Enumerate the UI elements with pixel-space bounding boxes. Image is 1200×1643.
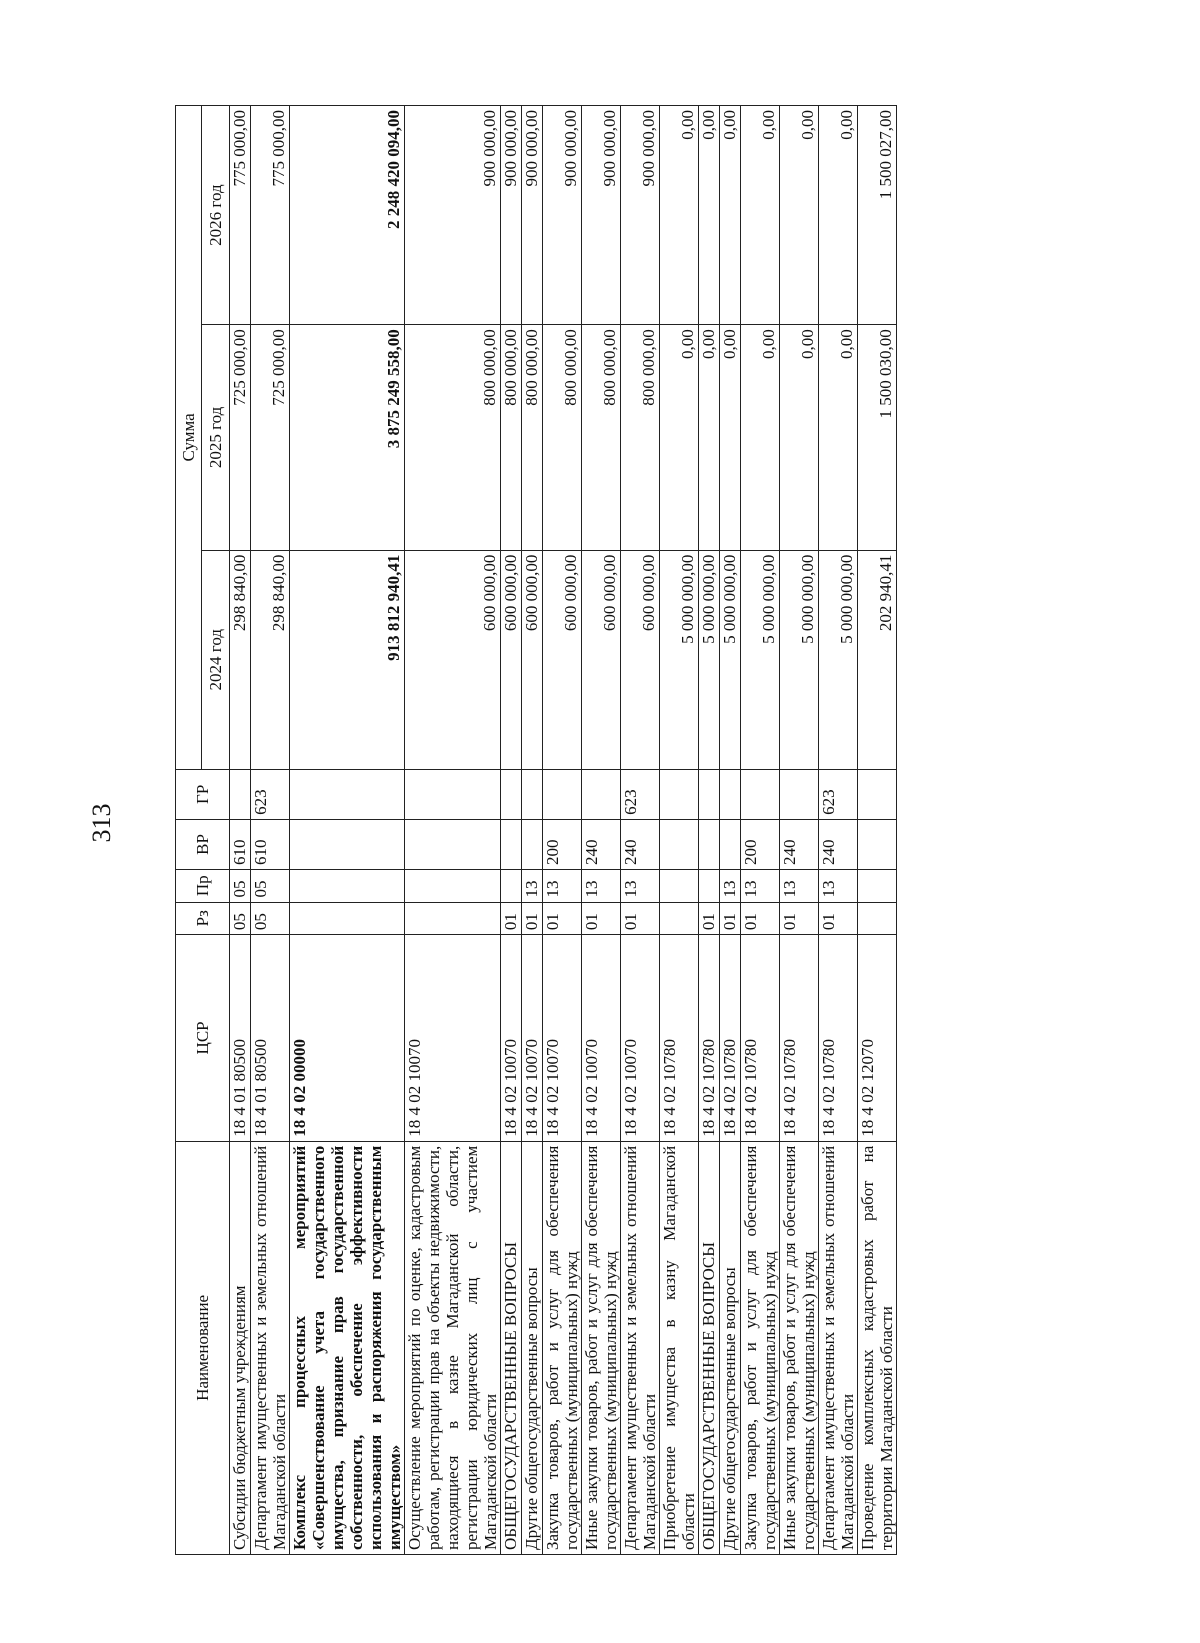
page-number: 313 <box>87 803 116 843</box>
cell-name: Другие общегосударственные вопросы <box>720 1141 741 1554</box>
cell-2024: 5 000 000,00 <box>699 550 720 769</box>
table-row <box>858 106 897 1555</box>
cell-2025: 800 000,00 <box>405 325 501 550</box>
cell-rz: 05 <box>230 902 251 935</box>
table-row <box>582 106 621 1555</box>
cell-2024: 600 000,00 <box>522 550 543 769</box>
cell-csr: 18 4 02 10070 <box>405 935 501 1142</box>
cell-vr <box>720 819 741 869</box>
cell-gr <box>522 769 543 819</box>
cell-gr <box>741 769 780 819</box>
header-pr: Пр <box>176 869 230 902</box>
cell-csr: 18 4 02 10070 <box>501 935 522 1142</box>
cell-pr: 13 <box>819 869 858 902</box>
cell-pr <box>290 869 405 902</box>
header-2024: 2024 год <box>202 550 230 769</box>
header-2025: 2025 год <box>202 325 230 550</box>
cell-vr <box>858 819 897 869</box>
cell-rz <box>858 902 897 935</box>
cell-gr <box>543 769 582 819</box>
table-row <box>819 106 858 1555</box>
cell-gr: 623 <box>251 769 290 819</box>
cell-gr <box>660 769 699 819</box>
cell-gr <box>405 769 501 819</box>
cell-2024: 600 000,00 <box>543 550 582 769</box>
cell-csr: 18 4 02 10780 <box>780 935 819 1142</box>
cell-2024: 298 840,00 <box>230 550 251 769</box>
cell-2025: 800 000,00 <box>543 325 582 550</box>
cell-2026: 775 000,00 <box>251 106 290 325</box>
cell-name: ОБЩЕГОСУДАРСТВЕННЫЕ ВОПРОСЫ <box>699 1141 720 1554</box>
cell-csr: 18 4 02 10780 <box>741 935 780 1142</box>
header-2026: 2026 год <box>202 106 230 325</box>
cell-gr <box>699 769 720 819</box>
cell-vr: 200 <box>543 819 582 869</box>
cell-gr <box>720 769 741 819</box>
cell-2025: 0,00 <box>720 325 741 550</box>
table-row <box>230 106 251 1555</box>
cell-rz: 01 <box>621 902 660 935</box>
cell-vr: 240 <box>819 819 858 869</box>
cell-name: Закупка товаров, работ и услуг для обеспечения государственных (муниципальных) нужд <box>543 1141 582 1554</box>
cell-2026: 900 000,00 <box>501 106 522 325</box>
rotated-page-content <box>175 105 1087 1555</box>
cell-csr: 18 4 01 80500 <box>251 935 290 1142</box>
cell-vr: 240 <box>621 819 660 869</box>
cell-rz: 01 <box>582 902 621 935</box>
cell-2025: 800 000,00 <box>582 325 621 550</box>
cell-2024: 913 812 940,41 <box>290 550 405 769</box>
cell-name: Другие общегосударственные вопросы <box>522 1141 543 1554</box>
cell-2026: 0,00 <box>780 106 819 325</box>
cell-2026: 900 000,00 <box>405 106 501 325</box>
cell-vr: 610 <box>230 819 251 869</box>
table-row <box>290 106 405 1555</box>
cell-2024: 600 000,00 <box>405 550 501 769</box>
cell-2026: 0,00 <box>699 106 720 325</box>
table-row <box>522 106 543 1555</box>
cell-csr: 18 4 02 10070 <box>582 935 621 1142</box>
cell-rz: 01 <box>819 902 858 935</box>
cell-vr <box>290 819 405 869</box>
cell-2026: 900 000,00 <box>522 106 543 325</box>
header-csr: ЦСР <box>176 935 230 1142</box>
cell-vr <box>660 819 699 869</box>
cell-rz: 01 <box>741 902 780 935</box>
table-row <box>780 106 819 1555</box>
cell-pr: 13 <box>720 869 741 902</box>
cell-2025: 0,00 <box>660 325 699 550</box>
cell-2025: 800 000,00 <box>621 325 660 550</box>
header-sum: Сумма <box>176 106 202 770</box>
cell-rz <box>660 902 699 935</box>
cell-rz: 01 <box>699 902 720 935</box>
cell-2025: 0,00 <box>819 325 858 550</box>
cell-vr <box>405 819 501 869</box>
cell-rz: 01 <box>720 902 741 935</box>
cell-pr <box>501 869 522 902</box>
cell-2025: 800 000,00 <box>501 325 522 550</box>
cell-name: Приобретение имущества в казну Магаданской области <box>660 1141 699 1554</box>
header-name: Наименование <box>176 1141 230 1554</box>
cell-rz: 01 <box>780 902 819 935</box>
cell-vr <box>501 819 522 869</box>
cell-rz <box>290 902 405 935</box>
budget-table <box>175 105 897 1555</box>
cell-2025: 725 000,00 <box>251 325 290 550</box>
table-row <box>699 106 720 1555</box>
cell-name: Департамент имущественных и земельных отношений Магаданской области <box>251 1141 290 1554</box>
cell-2026: 900 000,00 <box>621 106 660 325</box>
cell-vr: 610 <box>251 819 290 869</box>
cell-csr: 18 4 02 00000 <box>290 935 405 1142</box>
cell-pr <box>858 869 897 902</box>
cell-2024: 5 000 000,00 <box>819 550 858 769</box>
header-rz: Рз <box>176 902 230 935</box>
cell-rz: 01 <box>501 902 522 935</box>
cell-pr <box>405 869 501 902</box>
cell-pr <box>660 869 699 902</box>
table-row <box>621 106 660 1555</box>
cell-csr: 18 4 02 10780 <box>660 935 699 1142</box>
table-row <box>543 106 582 1555</box>
cell-name: Департамент имущественных и земельных отношений Магаданской области <box>621 1141 660 1554</box>
cell-2025: 1 500 030,00 <box>858 325 897 550</box>
cell-pr: 13 <box>780 869 819 902</box>
cell-rz <box>405 902 501 935</box>
cell-name: Проведение комплексных кадастровых работ на территории Магаданской области <box>858 1141 897 1554</box>
cell-2026: 775 000,00 <box>230 106 251 325</box>
cell-gr: 623 <box>819 769 858 819</box>
cell-name: ОБЩЕГОСУДАРСТВЕННЫЕ ВОПРОСЫ <box>501 1141 522 1554</box>
cell-gr <box>290 769 405 819</box>
cell-gr <box>230 769 251 819</box>
cell-gr <box>858 769 897 819</box>
cell-2026: 900 000,00 <box>582 106 621 325</box>
cell-csr: 18 4 02 10070 <box>621 935 660 1142</box>
cell-2025: 725 000,00 <box>230 325 251 550</box>
header-vr: ВР <box>176 819 230 869</box>
table-row <box>741 106 780 1555</box>
cell-2026: 1 500 027,00 <box>858 106 897 325</box>
cell-2024: 5 000 000,00 <box>741 550 780 769</box>
cell-2025: 0,00 <box>741 325 780 550</box>
cell-pr: 05 <box>230 869 251 902</box>
cell-csr: 18 4 02 10780 <box>699 935 720 1142</box>
cell-rz: 05 <box>251 902 290 935</box>
cell-name: Осуществление мероприятий по оценке, кадастровым работам, регистрации прав на объекты недвижимости, находящиеся в казне Магаданской области, регистрации юридических лиц с участием Магаданской области <box>405 1141 501 1554</box>
header-gr: ГР <box>176 769 230 819</box>
cell-2024: 5 000 000,00 <box>780 550 819 769</box>
cell-gr <box>780 769 819 819</box>
cell-2025: 0,00 <box>699 325 720 550</box>
cell-rz: 01 <box>522 902 543 935</box>
cell-gr: 623 <box>621 769 660 819</box>
cell-rz: 01 <box>543 902 582 935</box>
cell-pr <box>699 869 720 902</box>
cell-name: Закупка товаров, работ и услуг для обеспечения государственных (муниципальных) нужд <box>741 1141 780 1554</box>
table-row <box>405 106 501 1555</box>
cell-2025: 0,00 <box>780 325 819 550</box>
cell-vr <box>522 819 543 869</box>
cell-name: Субсидии бюджетным учреждениям <box>230 1141 251 1554</box>
cell-vr <box>699 819 720 869</box>
table-row <box>251 106 290 1555</box>
cell-vr: 240 <box>780 819 819 869</box>
cell-2025: 800 000,00 <box>522 325 543 550</box>
cell-2025: 3 875 249 558,00 <box>290 325 405 550</box>
table-row <box>720 106 741 1555</box>
cell-2026: 0,00 <box>819 106 858 325</box>
cell-2024: 5 000 000,00 <box>660 550 699 769</box>
cell-name: Департамент имущественных и земельных отношений Магаданской области <box>819 1141 858 1554</box>
cell-name: Комплекс процессных мероприятий «Совершенствование учета государственного имущества, признание прав государственной собственности, обеспечение эффективности использования и распоряжения государственным имуществом» <box>290 1141 405 1554</box>
cell-2024: 600 000,00 <box>621 550 660 769</box>
cell-name: Иные закупки товаров, работ и услуг для обеспечения государственных (муниципальных) нужд <box>780 1141 819 1554</box>
cell-csr: 18 4 02 10780 <box>819 935 858 1142</box>
cell-pr: 13 <box>621 869 660 902</box>
cell-csr: 18 4 02 12070 <box>858 935 897 1142</box>
cell-2026: 0,00 <box>720 106 741 325</box>
cell-2024: 600 000,00 <box>501 550 522 769</box>
cell-pr: 13 <box>582 869 621 902</box>
cell-gr <box>501 769 522 819</box>
cell-name: Иные закупки товаров, работ и услуг для обеспечения государственных (муниципальных) нужд <box>582 1141 621 1554</box>
cell-pr: 13 <box>543 869 582 902</box>
cell-pr: 05 <box>251 869 290 902</box>
cell-vr: 200 <box>741 819 780 869</box>
cell-gr <box>582 769 621 819</box>
cell-2024: 202 940,41 <box>858 550 897 769</box>
cell-2026: 0,00 <box>741 106 780 325</box>
table-row <box>501 106 522 1555</box>
table-row <box>660 106 699 1555</box>
cell-2026: 0,00 <box>660 106 699 325</box>
cell-2026: 900 000,00 <box>543 106 582 325</box>
cell-csr: 18 4 01 80500 <box>230 935 251 1142</box>
cell-2026: 2 248 420 094,00 <box>290 106 405 325</box>
cell-pr: 13 <box>522 869 543 902</box>
cell-csr: 18 4 02 10070 <box>543 935 582 1142</box>
cell-pr: 13 <box>741 869 780 902</box>
cell-vr: 240 <box>582 819 621 869</box>
cell-csr: 18 4 02 10070 <box>522 935 543 1142</box>
cell-2024: 600 000,00 <box>582 550 621 769</box>
cell-2024: 5 000 000,00 <box>720 550 741 769</box>
header-row <box>176 106 202 1555</box>
cell-csr: 18 4 02 10780 <box>720 935 741 1142</box>
cell-2024: 298 840,00 <box>251 550 290 769</box>
